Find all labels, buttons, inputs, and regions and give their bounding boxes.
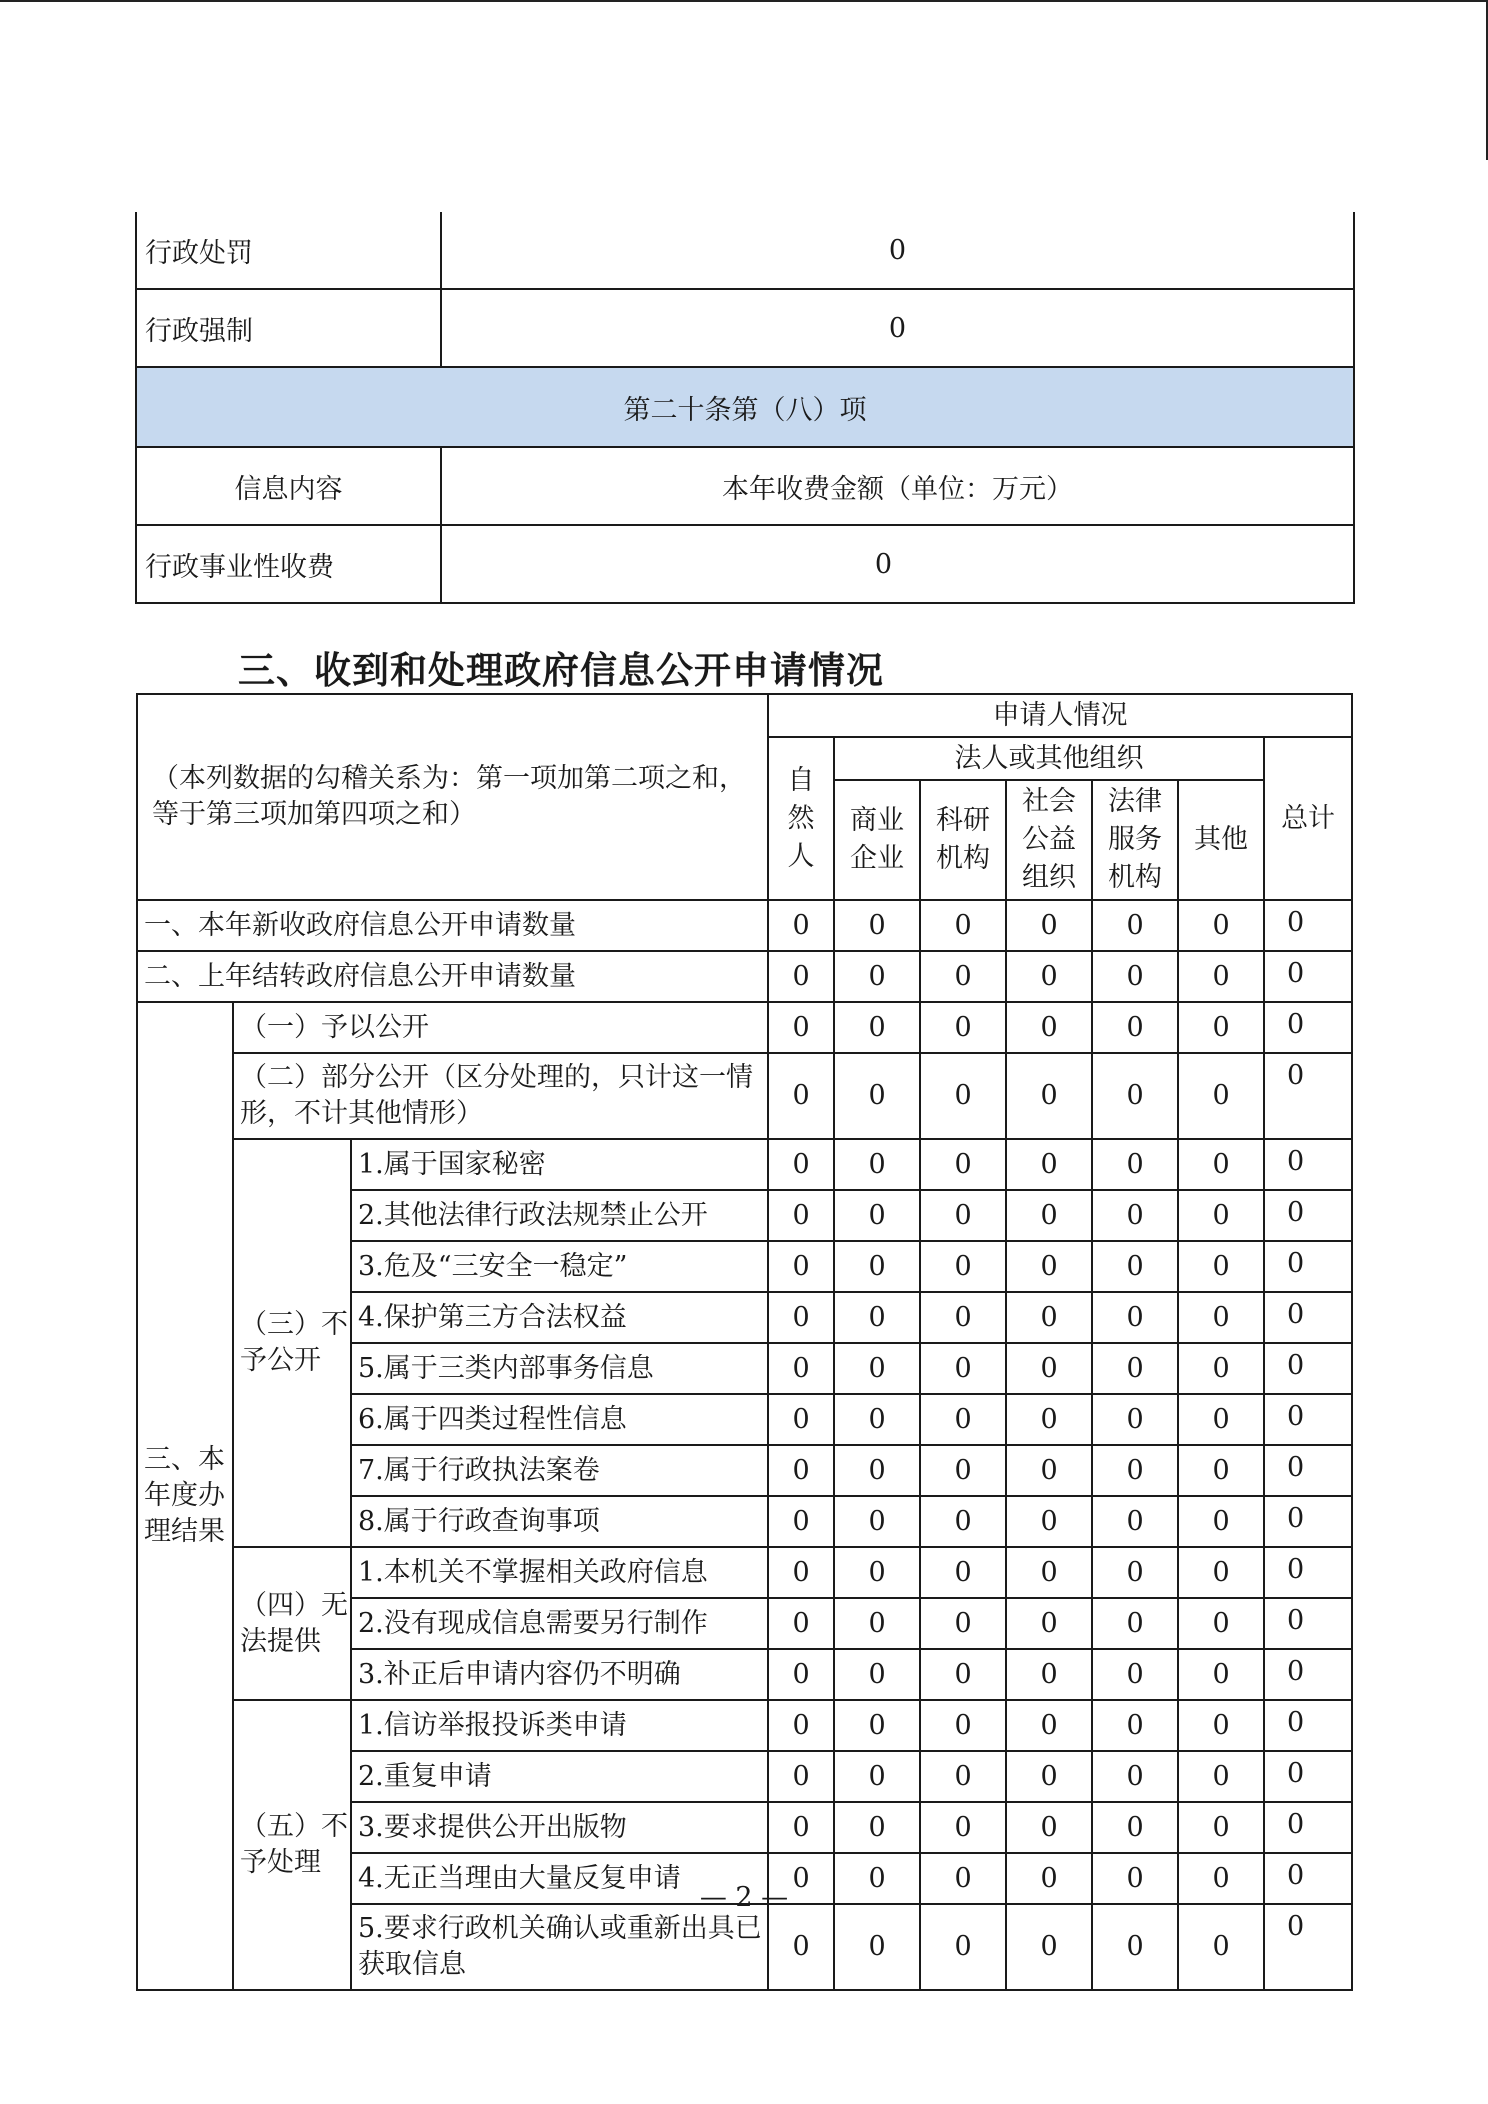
total-value: 0 [1264, 1002, 1352, 1053]
count-value: 0 [768, 1292, 834, 1343]
social-header: 社会公益组织 [1006, 780, 1092, 900]
item-label: 8.属于行政查询事项 [351, 1496, 768, 1547]
count-value: 0 [1006, 1904, 1092, 1990]
count-value: 0 [1092, 1547, 1178, 1598]
count-value: 0 [768, 1445, 834, 1496]
total-value: 0 [1264, 1547, 1352, 1598]
count-value: 0 [1092, 1751, 1178, 1802]
count-value: 0 [834, 1802, 920, 1853]
count-value: 0 [768, 1496, 834, 1547]
count-value: 0 [1178, 1904, 1264, 1990]
count-value: 0 [768, 951, 834, 1002]
other-header: 其他 [1178, 780, 1264, 900]
count-value: 0 [768, 1904, 834, 1990]
total-value: 0 [1264, 1802, 1352, 1853]
count-value: 0 [1092, 1190, 1178, 1241]
count-value: 0 [1092, 951, 1178, 1002]
count-value: 0 [1006, 1002, 1092, 1053]
total-value: 0 [1264, 1853, 1352, 1904]
count-value: 0 [920, 1343, 1006, 1394]
count-value: 0 [1178, 951, 1264, 1002]
count-value: 0 [1006, 1751, 1092, 1802]
count-value: 0 [1092, 1649, 1178, 1700]
row-label: 二、上年结转政府信息公开申请数量 [137, 951, 768, 1002]
count-value: 0 [1006, 900, 1092, 951]
count-value: 0 [834, 1343, 920, 1394]
item-label: 2.其他法律行政法规禁止公开 [351, 1190, 768, 1241]
total-value: 0 [1264, 1751, 1352, 1802]
item-label: 2.没有现成信息需要另行制作 [351, 1598, 768, 1649]
section-title: 三、收到和处理政府信息公开申请情况 [238, 649, 884, 692]
total-header: 总计 [1264, 737, 1352, 900]
count-value: 0 [1006, 1802, 1092, 1853]
count-value: 0 [834, 1190, 920, 1241]
count-value: 0 [1178, 1394, 1264, 1445]
count-value: 0 [920, 1292, 1006, 1343]
count-value: 0 [834, 1496, 920, 1547]
count-value: 0 [768, 1802, 834, 1853]
application-stats-table [136, 693, 1353, 1991]
count-value: 0 [768, 1649, 834, 1700]
count-value: 0 [834, 1649, 920, 1700]
count-value: 0 [1178, 900, 1264, 951]
count-value: 0 [1006, 1190, 1092, 1241]
row-value: 0 [441, 289, 1354, 367]
total-value: 0 [1264, 1241, 1352, 1292]
count-value: 0 [1006, 1445, 1092, 1496]
count-value: 0 [768, 900, 834, 951]
count-value: 0 [1006, 1241, 1092, 1292]
count-value: 0 [834, 1292, 920, 1343]
count-value: 0 [920, 1700, 1006, 1751]
count-value: 0 [834, 1445, 920, 1496]
count-value: 0 [1092, 1053, 1178, 1139]
subgroup-label: （三）不予公开 [233, 1139, 351, 1547]
total-value: 0 [1264, 1904, 1352, 1990]
column-header: 信息内容 [136, 447, 441, 525]
count-value: 0 [920, 1496, 1006, 1547]
count-value: 0 [834, 1241, 920, 1292]
column-header: 本年收费金额（单位：万元） [441, 447, 1354, 525]
item-label: 3.补正后申请内容仍不明确 [351, 1649, 768, 1700]
count-value: 0 [920, 1139, 1006, 1190]
row-label: （一）予以公开 [233, 1002, 768, 1053]
table-row [137, 951, 1352, 1002]
count-value: 0 [834, 1002, 920, 1053]
result-group-label: 三、本年度办理结果 [137, 1002, 233, 1990]
count-value: 0 [1092, 1139, 1178, 1190]
count-value: 0 [1178, 1445, 1264, 1496]
count-value: 0 [920, 1241, 1006, 1292]
count-value: 0 [920, 1802, 1006, 1853]
count-value: 0 [768, 1343, 834, 1394]
total-value: 0 [1264, 1496, 1352, 1547]
total-value: 0 [1264, 1700, 1352, 1751]
count-value: 0 [1092, 1496, 1178, 1547]
table-row [137, 1053, 1352, 1139]
count-value: 0 [1178, 1190, 1264, 1241]
section-header: 第二十条第（八）项 [136, 367, 1354, 447]
subgroup-label: （五）不予处理 [233, 1700, 351, 1990]
total-value: 0 [1264, 1190, 1352, 1241]
count-value: 0 [1178, 1496, 1264, 1547]
count-value: 0 [920, 1751, 1006, 1802]
table-row [137, 1547, 1352, 1598]
header-row [137, 694, 1352, 737]
item-label: 7.属于行政执法案卷 [351, 1445, 768, 1496]
item-label: 5.属于三类内部事务信息 [351, 1343, 768, 1394]
relation-note: （本列数据的勾稽关系为：第一项加第二项之和，等于第三项加第四项之和） [137, 694, 768, 900]
total-value: 0 [1264, 1343, 1352, 1394]
page-number: — 2 — [699, 1882, 789, 1913]
table-row [136, 212, 1354, 289]
count-value: 0 [768, 1751, 834, 1802]
count-value: 0 [920, 1853, 1006, 1904]
legal-service-header: 法律服务机构 [1092, 780, 1178, 900]
count-value: 0 [1092, 1802, 1178, 1853]
count-value: 0 [1006, 1700, 1092, 1751]
total-value: 0 [1264, 1139, 1352, 1190]
item-label: 4.保护第三方合法权益 [351, 1292, 768, 1343]
count-value: 0 [1092, 1598, 1178, 1649]
total-value: 0 [1264, 1053, 1352, 1139]
item-label: 4.无正当理由大量反复申请 [351, 1853, 768, 1904]
count-value: 0 [1178, 1547, 1264, 1598]
count-value: 0 [920, 1002, 1006, 1053]
count-value: 0 [1006, 1139, 1092, 1190]
count-value: 0 [920, 1190, 1006, 1241]
legal-group-header: 法人或其他组织 [834, 737, 1264, 780]
count-value: 0 [920, 1598, 1006, 1649]
table-row [137, 1002, 1352, 1053]
count-value: 0 [1006, 1394, 1092, 1445]
count-value: 0 [1092, 1241, 1178, 1292]
total-value: 0 [1264, 951, 1352, 1002]
count-value: 0 [1006, 1853, 1092, 1904]
count-value: 0 [834, 951, 920, 1002]
count-value: 0 [768, 1190, 834, 1241]
count-value: 0 [1178, 1292, 1264, 1343]
total-value: 0 [1264, 1649, 1352, 1700]
count-value: 0 [834, 1700, 920, 1751]
row-label: 行政事业性收费 [136, 525, 441, 603]
count-value: 0 [834, 1139, 920, 1190]
row-label: 行政处罚 [136, 212, 441, 289]
item-label: 5.要求行政机关确认或重新出具已获取信息 [351, 1904, 768, 1990]
count-value: 0 [1178, 1700, 1264, 1751]
count-value: 0 [834, 1547, 920, 1598]
count-value: 0 [1006, 951, 1092, 1002]
count-value: 0 [920, 1649, 1006, 1700]
count-value: 0 [920, 900, 1006, 951]
count-value: 0 [1006, 1496, 1092, 1547]
count-value: 0 [768, 1394, 834, 1445]
count-value: 0 [1006, 1547, 1092, 1598]
count-value: 0 [1006, 1598, 1092, 1649]
row-label: （二）部分公开（区分处理的，只计这一情形，不计其他情形） [233, 1053, 768, 1139]
count-value: 0 [1006, 1053, 1092, 1139]
count-value: 0 [1092, 1445, 1178, 1496]
count-value: 0 [1178, 1139, 1264, 1190]
count-value: 0 [834, 900, 920, 951]
table-row [136, 447, 1354, 525]
count-value: 0 [1178, 1751, 1264, 1802]
count-value: 0 [834, 1053, 920, 1139]
total-value: 0 [1264, 1394, 1352, 1445]
count-value: 0 [768, 1700, 834, 1751]
count-value: 0 [768, 1139, 834, 1190]
count-value: 0 [1178, 1598, 1264, 1649]
item-label: 1.属于国家秘密 [351, 1139, 768, 1190]
count-value: 0 [920, 1904, 1006, 1990]
item-label: 2.重复申请 [351, 1751, 768, 1802]
count-value: 0 [1178, 1053, 1264, 1139]
applicant-header: 申请人情况 [768, 694, 1352, 737]
count-value: 0 [834, 1904, 920, 1990]
table-row [137, 1700, 1352, 1751]
table-row [137, 1139, 1352, 1190]
count-value: 0 [834, 1598, 920, 1649]
count-value: 0 [1178, 1343, 1264, 1394]
count-value: 0 [1006, 1292, 1092, 1343]
research-header: 科研机构 [920, 780, 1006, 900]
count-value: 0 [1092, 1394, 1178, 1445]
count-value: 0 [1092, 1904, 1178, 1990]
item-label: 6.属于四类过程性信息 [351, 1394, 768, 1445]
count-value: 0 [1092, 1700, 1178, 1751]
subgroup-label: （四）无法提供 [233, 1547, 351, 1700]
count-value: 0 [920, 951, 1006, 1002]
count-value: 0 [768, 1598, 834, 1649]
item-label: 3.危及“三安全一稳定” [351, 1241, 768, 1292]
row-value: 0 [441, 525, 1354, 603]
count-value: 0 [920, 1394, 1006, 1445]
total-value: 0 [1264, 900, 1352, 951]
table-row [136, 367, 1354, 447]
count-value: 0 [1092, 900, 1178, 951]
table-row [136, 289, 1354, 367]
count-value: 0 [834, 1751, 920, 1802]
item-label: 1.本机关不掌握相关政府信息 [351, 1547, 768, 1598]
count-value: 0 [768, 1547, 834, 1598]
count-value: 0 [920, 1445, 1006, 1496]
commercial-header: 商业企业 [834, 780, 920, 900]
count-value: 0 [1178, 1241, 1264, 1292]
page-border-top [0, 0, 1488, 2]
count-value: 0 [1178, 1853, 1264, 1904]
table-row [136, 525, 1354, 603]
table-row [137, 900, 1352, 951]
total-value: 0 [1264, 1292, 1352, 1343]
natural-person-header: 自然人 [768, 737, 834, 900]
count-value: 0 [1178, 1002, 1264, 1053]
item-label: 3.要求提供公开出版物 [351, 1802, 768, 1853]
row-value: 0 [441, 212, 1354, 289]
count-value: 0 [1092, 1292, 1178, 1343]
count-value: 0 [768, 1241, 834, 1292]
row-label: 行政强制 [136, 289, 441, 367]
count-value: 0 [1006, 1649, 1092, 1700]
disclosure-top-table [135, 212, 1355, 604]
count-value: 0 [834, 1394, 920, 1445]
count-value: 0 [768, 1853, 834, 1904]
count-value: 0 [920, 1053, 1006, 1139]
count-value: 0 [1092, 1853, 1178, 1904]
count-value: 0 [1178, 1802, 1264, 1853]
count-value: 0 [768, 1053, 834, 1139]
count-value: 0 [1178, 1649, 1264, 1700]
count-value: 0 [920, 1547, 1006, 1598]
count-value: 0 [1092, 1002, 1178, 1053]
count-value: 0 [768, 1002, 834, 1053]
count-value: 0 [1006, 1343, 1092, 1394]
item-label: 1.信访举报投诉类申请 [351, 1700, 768, 1751]
count-value: 0 [1092, 1343, 1178, 1394]
total-value: 0 [1264, 1445, 1352, 1496]
row-label: 一、本年新收政府信息公开申请数量 [137, 900, 768, 951]
count-value: 0 [834, 1853, 920, 1904]
total-value: 0 [1264, 1598, 1352, 1649]
